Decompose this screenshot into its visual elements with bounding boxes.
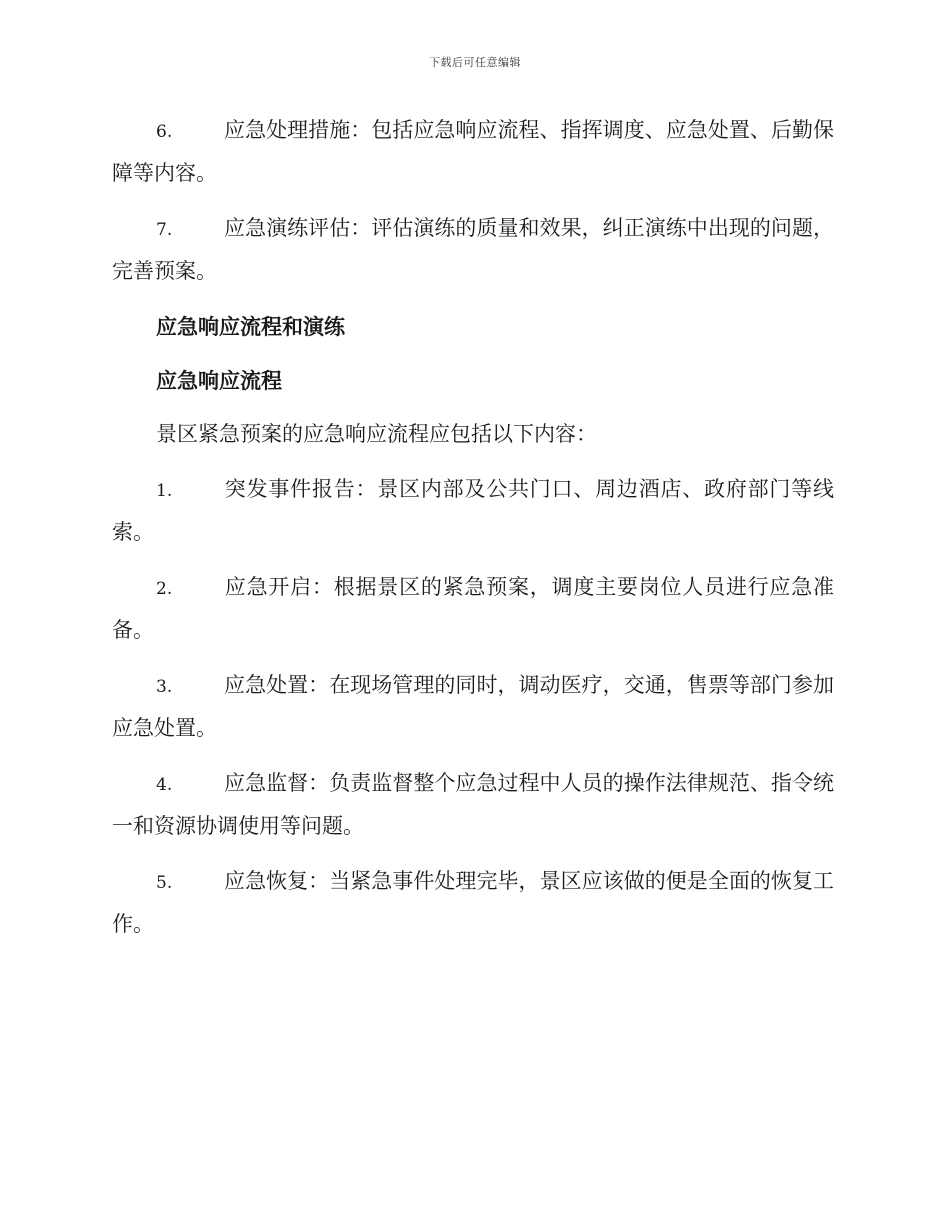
list-item-number: 2.: [156, 579, 173, 599]
list-item-number: 1.: [156, 481, 173, 501]
list-item-number: 6.: [156, 122, 173, 142]
list-item: [112, 110, 834, 194]
list-item-text: 应急监督：负责监督整个应急过程中人员的操作法律规范、指令统一和资源协调使用等问题。: [112, 771, 834, 838]
subsection-heading: 应急响应流程: [156, 368, 282, 393]
list-item: [112, 665, 834, 749]
list-item: [112, 469, 834, 553]
list-item-text: 应急处理措施：包括应急响应流程、指挥调度、应急处置、后勤保障等内容。: [112, 118, 834, 185]
list-item-text: 应急演练评估：评估演练的质量和效果，纠正演练中出现的问题，完善预案。: [112, 216, 834, 283]
page-header: 下载后可任意编辑: [429, 56, 521, 69]
list-item: [112, 763, 834, 847]
list-item-number: 5.: [156, 873, 173, 893]
list-item-number: 7.: [156, 220, 173, 240]
list-item-text: 突发事件报告：景区内部及公共门口、周边酒店、政府部门等线索。: [112, 477, 834, 544]
list-item-number: 4.: [156, 775, 173, 795]
list-item-text: 应急开启：根据景区的紧急预案，调度主要岗位人员进行应急准备。: [112, 575, 834, 642]
list-item: [112, 567, 834, 651]
list-item-text: 应急处置：在现场管理的同时，调动医疗，交通，售票等部门参加应急处置。: [112, 673, 834, 740]
list-item-number: 3.: [156, 677, 173, 697]
intro-paragraph: 景区紧急预案的应急响应流程应包括以下内容：: [156, 422, 597, 446]
list-item: [112, 861, 834, 945]
list-item-text: 应急恢复：当紧急事件处理完毕，景区应该做的便是全面的恢复工作。: [112, 869, 834, 936]
list-item: [112, 208, 834, 292]
section-heading: 应急响应流程和演练: [156, 314, 345, 339]
document-body: [112, 110, 834, 959]
